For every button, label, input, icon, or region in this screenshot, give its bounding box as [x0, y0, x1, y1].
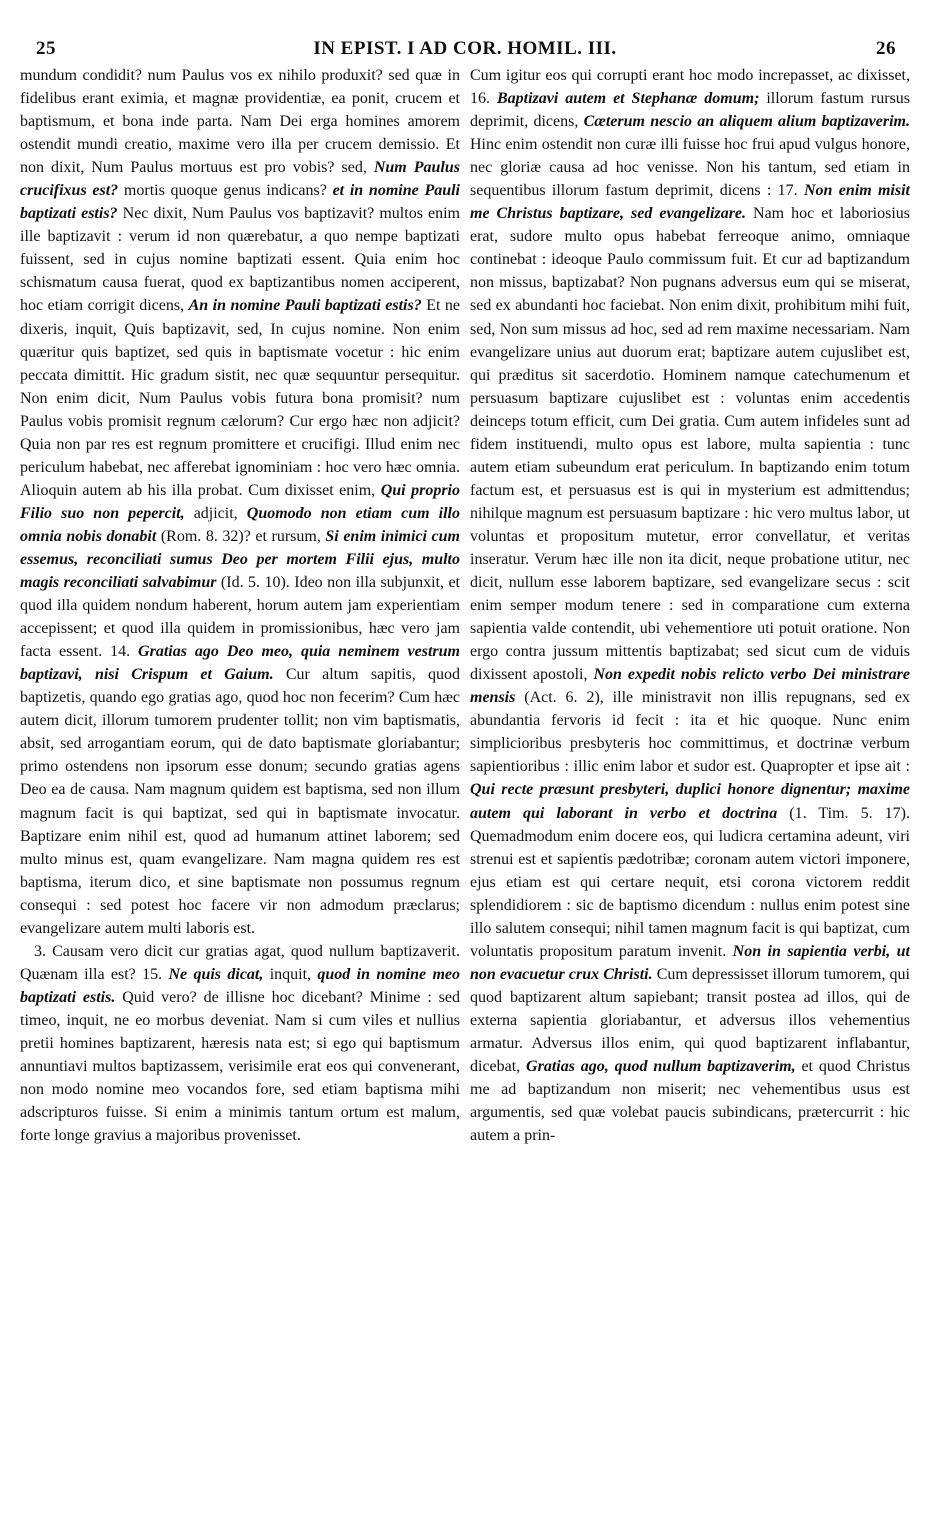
text-run: mundum condidit? num Paulus vos ex nihilo produxit? sed quæ in fidelibus erant eximia, et magnæ providentiæ, ea ponit, crucem et baptismum, et bona inde parta. Nam Dei erga homines amorem ostendit mundi creatio, maxime vero illa per crucem demissio. Et non dixit, Num Paulus mortuus est pro vobis? sed, [20, 67, 460, 177]
italic-quote: quod in nomine meo baptizati estis. [20, 965, 461, 1006]
italic-quote: Non in sapientia verbi, ut non evacuetur crux Christi. [470, 942, 910, 983]
italic-quote: Num Paulus crucifixus est? [20, 159, 461, 200]
running-title: IN EPIST. I AD COR. HOMIL. III. [313, 38, 617, 59]
page-number-right: 26 [876, 38, 896, 59]
italic-quote: Qui recte præsunt presbyteri, duplici honore dignentur; maxime autem qui laborant in verbo et doctrina [470, 781, 910, 822]
paragraph [20, 940, 460, 1147]
italic-quote: Non enim misit me Christus baptizare, sed evangelizare. [470, 182, 910, 223]
italic-quote: Baptizavi autem et Stephanæ domum; [496, 90, 760, 108]
running-header [20, 30, 910, 60]
paragraph [20, 64, 460, 940]
text-run: Quid vero? de illisne hoc dicebant? Minime : sed timeo, inquit, ne eo morbus deveniat. Nam si cum viles et nullius pretii homines baptizarent, hæresis nata est; si ego qui baptismum annuntiavi multos baptizassem, verisimile erat eos qui convenerant, non modo nomine meo vocandos fore, sed etiam baptisma mihi adscripturos fuisse. Si enim a minimis tantum ortum est malum, forte longe gravius a majoribus provenisset. [20, 988, 461, 1145]
text-run: Cum depressisset illorum tumorem, qui quod baptizarent altum sapiebant; transit postea ad illos, qui de externa sapientia gloriabantur, et adversus illos vehementius armatur. Adversus illos enim, qui quod baptizarent inflabantur, dicebat, [470, 965, 910, 1076]
text-run: (1. Tim. 5. 17). Quemadmodum enim docere eos, qui ludicra certamina adeunt, viri strenui est et sapientis pædotribæ; coronam autem victori imponere, ejus etiam est qui certare nequit, etsi corona victorem reddit splendidiorem : sic de baptismo dicendum : nullus enim potest sine illo salutem consequi; nihil tamen magnum facit is qui baptizat, cum voluntatis propositum paratum invenit. [470, 804, 911, 960]
italic-quote: Gratias ago Deo meo, quia neminem vestrum baptizavi, nisi Crispum et Gaium. [20, 643, 460, 684]
text-run: (Rom. 8. 32)? et rursum, [156, 527, 326, 545]
text-columns [20, 64, 910, 1147]
paragraph [470, 64, 910, 1147]
text-run: 3. Causam vero dicit cur gratias agat, quod nullum baptizaverit. Quænam illa est? 15. [20, 942, 460, 983]
italic-quote: Non expedit nobis relicto verbo Dei ministrare mensis [470, 666, 910, 707]
text-run: (Id. 5. 10). Ideo non illa subjunxit, et quod illa quidem nondum haberent, horum autem jam experientiam accepissent; et quod illa quidem in promissionibus, hæc vero jam facta essent. 14. [20, 574, 461, 661]
italic-quote: Si enim inimici cum essemus, reconciliati sumus Deo per mortem Filii ejus, multo magis reconciliati salvabimur [20, 527, 460, 592]
text-run: Et ne dixeris, inquit, Quis baptizavit, sed, In cujus nomine. Non enim quæritur quis baptizet, sed quis in baptismate vocetur : hic enim peccata dimittit. Hic gradum sistit, nec quæ sequuntur persequitur. Non enim dicit, Num Paulus vobis futura bona promisit? num Paulus vobis promisit regnum cælorum? Cur ergo hæc non adjicit? Quia non par res est regnum promittere et crucifigi. Illud enim nec periculum habebat, nec afferebat ignominiam : hoc vero hæc omnia. Alioquin autem ab his illa probat. Cum dixisset enim, [20, 297, 461, 499]
italic-quote: An in nomine Pauli baptizati estis? [188, 297, 422, 315]
left-column [20, 64, 460, 1147]
italic-quote: Ne quis dicat, [168, 965, 264, 983]
italic-quote: et in nomine Pauli baptizati estis? [20, 182, 461, 223]
text-run: illorum fastum rursus deprimit, dicens, [470, 90, 911, 131]
text-run: Cum igitur eos qui corrupti erant hoc modo increpasset, ac dixisset, 16. [470, 67, 910, 108]
text-run: Hinc enim ostendit non curæ illi fuisse hoc frui apud vulgus honore, nec gloriæ causa ad hoc venisse. Non his tantum, sed etiam in sequentibus illorum fastum deprimit, dicens : 17. [470, 136, 910, 200]
text-run: (Act. 6. 2), ille ministravit non illis repugnans, sed ex abundantia fervoris id fecit : ita et hic quoque. Nunc enim simplicioribus presbyteris hoc committimus, et doctrinæ verbum sapientioribus : illic enim labor et sudor est. Quapropter et ipse ait : [470, 689, 910, 776]
text-run: Nam hoc et laboriosius erat, sudore multo opus habebat ferreoque animo, omniaque continebat : ideoque Paulo commissum fuit. Et cur ad baptizandum non missus, baptizabat? Non pugnans adversus eum qui se miserat, sed ex abundanti hoc faciebat. Non enim dixit, prohibitum mihi fuit, sed, Non sum missus ad hoc, sed ad rem maxime necessariam. Nam evangelizare unius aut duorum erat; baptizare autem cujuslibet est, qui præditus sit sacerdotio. Hominem namque catechumenum et persuasum baptizare cujuslibet est : voluntas enim accedentis deinceps totum efficit, cum Dei gratia. Cum autem infideles sunt ad fidem instituendi, multo opus est labore, multa sapientia : tunc autem etiam subeundum erat periculum. In baptizando enim totum factum est, et persuasus est is qui in mysterium est admittendus; nihilque magnum est persuasum baptizare : hic vero multus labor, ut voluntas et propositum mutetur, error convellatur, et veritas inseratur. Verum hæc ille non ita dicit, neque probatione utitur, nec dicit, nullum esse laborem baptizare, sed evangelizare secus : scit enim semper modum tenere : sed in comparatione cum externa sapientia valde contendit, ubi vehementiore uti potuit oratione. Non ergo contra jussum mittentis baptizabat; sed sicut cum de viduis dixissent apostoli, [470, 205, 910, 684]
italic-quote: Gratias ago, quod nullum baptizaverim, [526, 1058, 796, 1076]
italic-quote: Quomodo non etiam cum illo omnia nobis donabit [20, 504, 461, 545]
italic-quote: Cæterum nescio an aliquem alium baptizaverim. [583, 113, 910, 131]
italic-quote: Qui proprio Filio suo non pepercit, [20, 481, 460, 522]
text-run: Cur altum sapitis, quod baptizetis, quando ego gratias ago, quod hoc non fecerim? Cum hæc autem dicit, illorum tumorem prudenter tollit; non vim baptismatis, absit, sed arrogantiam eorum, qui de dato baptismate gloriabantur; primo ostendens non ipsorum esse donum; secundo gratias agens Deo ea de causa. Nam magnum quidem est baptisma, sed non illum magnum facit is qui baptizat, sed qui in baptismate invocatur. Baptizare enim nihil est, quod ad humanum attinet laborem; sed multo minus est, quam evangelizare. Nam magna quidem res est baptisma, iterum dico, et sine baptismate non possumus regnum consequi : sed potest hoc facere vir non admodum præclarus; evangelizare autem multi laboris est. [20, 666, 460, 937]
text-run: mortis quoque genus indicans? [118, 182, 333, 200]
text-run: inquit, [263, 965, 318, 983]
text-run: adjicit, [184, 504, 247, 522]
right-column [470, 64, 910, 1147]
page-number-left: 25 [36, 38, 56, 59]
text-run: et quod Christus me ad baptizandum non miserit; nec vehementibus usus est argumentis, sed quæ volebat paucis subindicans, prætercurrit : hic autem a prin- [470, 1058, 911, 1145]
text-run: Nec dixit, Num Paulus vos baptizavit? multos enim ille baptizavit : verum id non quærebatur, a quo nempe baptizati fuissent, sed in cujus nomine baptizati essent. Quia enim hoc schismatum causa fuerat, quod ex baptizantibus nomen acciperent, hoc etiam corrigit dicens, [20, 205, 461, 315]
